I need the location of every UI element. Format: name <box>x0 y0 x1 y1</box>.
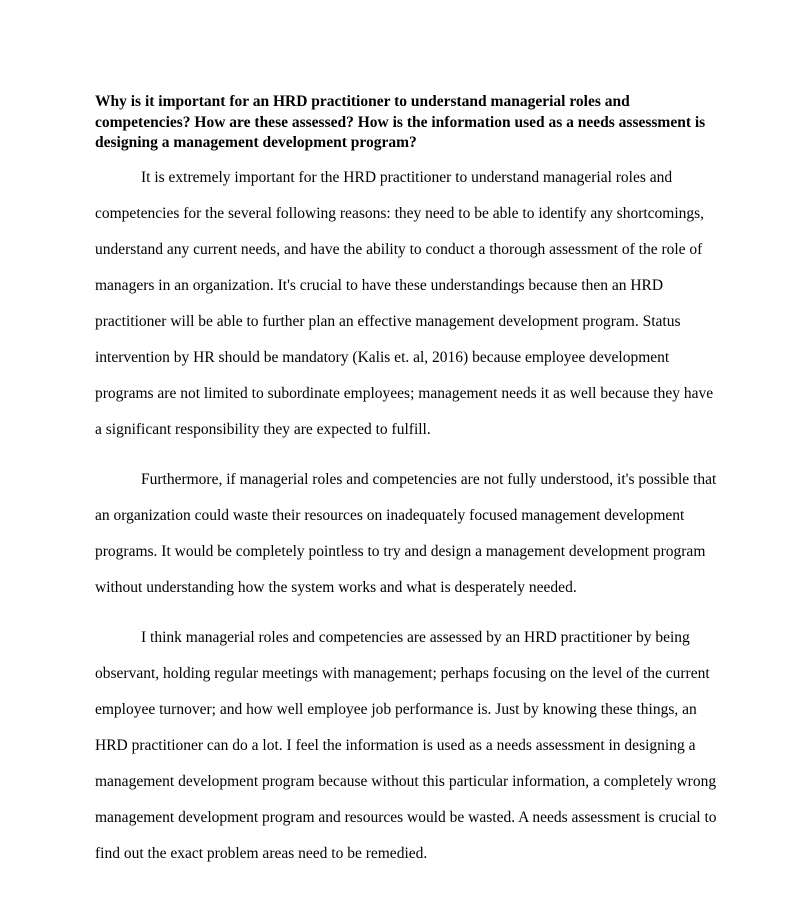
question-heading: Why is it important for an HRD practitioner to understand managerial roles and competencies? How are these assessed? How is the information used as a needs assessment is designing a management development program? <box>95 93 706 151</box>
paragraph-3: I think managerial roles and competencies are assessed by an HRD practitioner by being observant, holding regular meetings with management; perhaps focusing on the level of the current employee turnover; and how well employee job performance is. Just by knowing these things, an HRD practitioner can do a lot. I feel the information is used as a needs assessment in designing a management development program because without this particular information, a completely wrong management development program and resources would be wasted. A needs assessment is crucial to find out the exact problem areas need to be remedied. <box>95 628 717 862</box>
document-page <box>95 92 720 872</box>
paragraph-2: Furthermore, if managerial roles and competencies are not fully understood, it's possible that an organization could waste their resources on inadequately focused management development programs. It would be completely pointless to try and design a management development program without understanding how the system works and what is desperately needed. <box>95 470 717 596</box>
paragraph-1: It is extremely important for the HRD practitioner to understand managerial roles and competencies for the several following reasons: they need to be able to identify any shortcomings, understand any current needs, and have the ability to conduct a thorough assessment of the role of managers in an organization. It's crucial to have these understandings because then an HRD practitioner will be able to further plan an effective management development program. Status intervention by HR should be mandatory (Kalis et. al, 2016) because employee development programs are not limited to subordinate employees; management needs it as well because they have a significant responsibility they are expected to fulfill. <box>95 168 714 438</box>
